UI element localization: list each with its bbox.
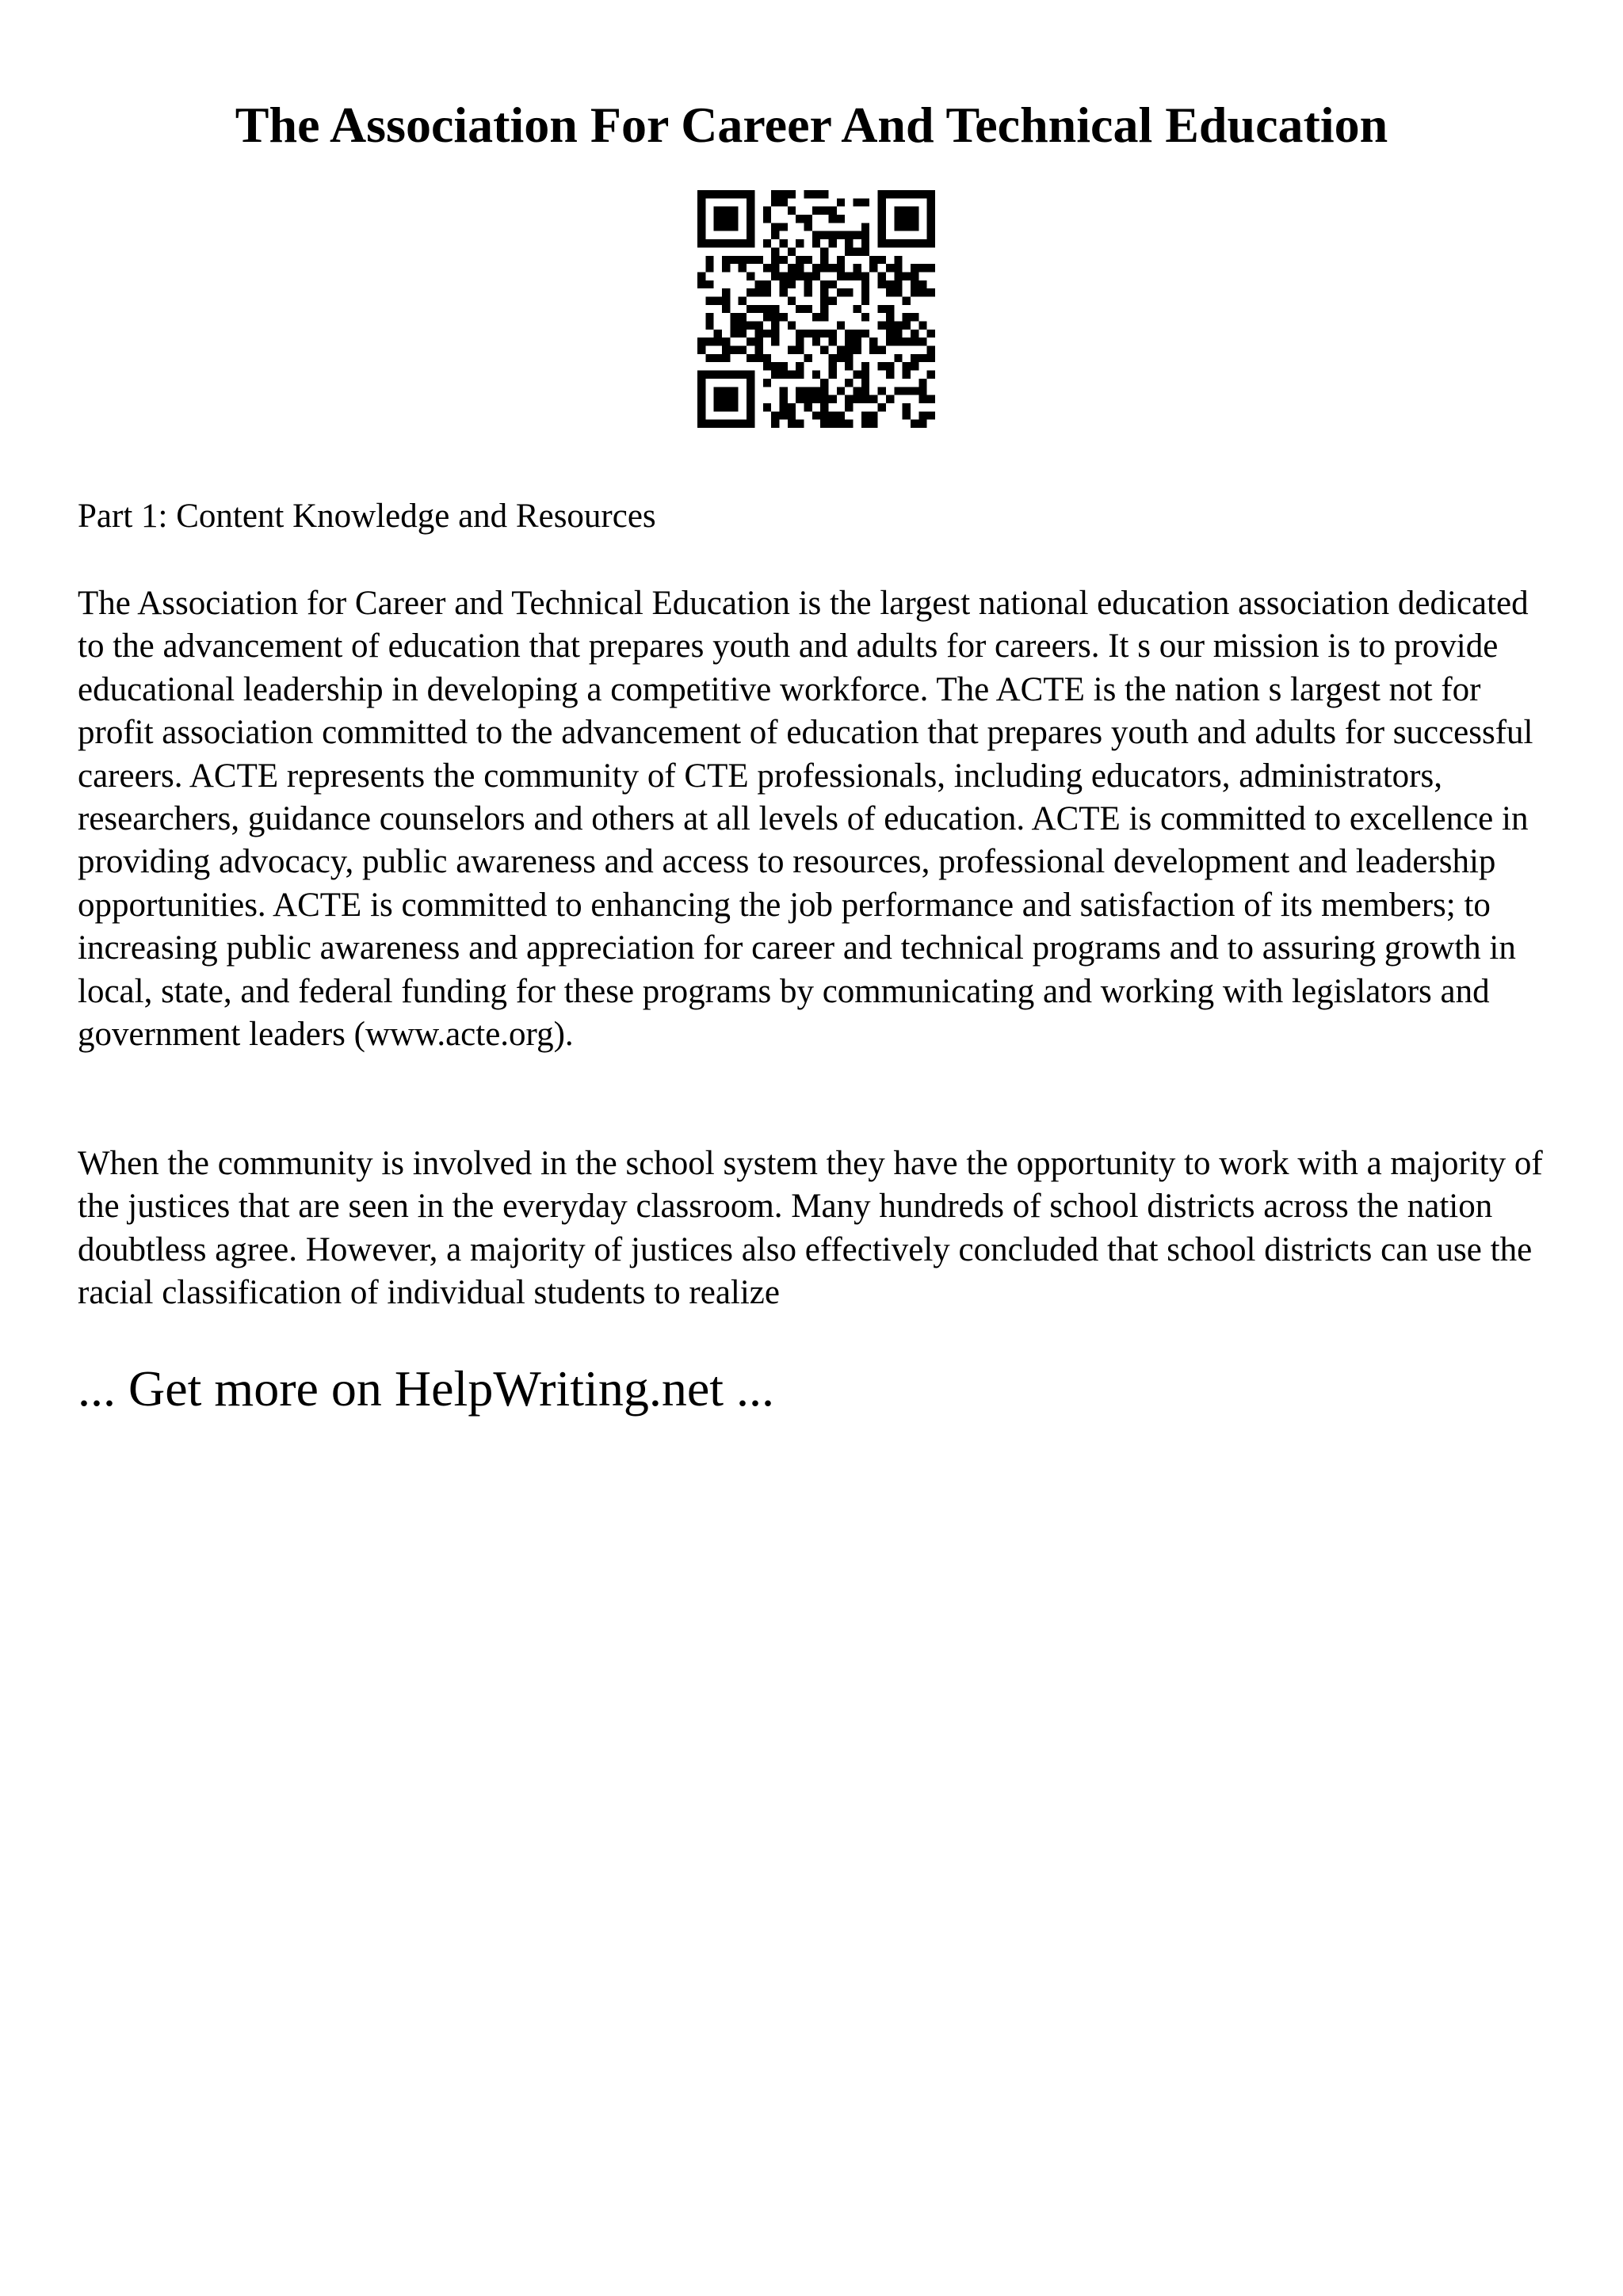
paragraph-community: When the community is involved in the school system they have the opportunity to work with a majority of the justices that are seen in the everyday classroom. Many hundreds of school districts across the nation doubtless agree. However, a majority of justices also effectively concluded that school districts can use the racial classification of individual students to realize <box>78 1145 1543 1312</box>
get-more-link[interactable]: ... Get more on HelpWriting.net ... <box>78 1360 774 1417</box>
section-heading: Part 1: Content Knowledge and Resources <box>78 498 656 535</box>
document-title: The Association For Career And Technical Education <box>235 97 1388 153</box>
paragraph-intro: The Association for Career and Technical Education is the largest national education association dedicated to the advancement of education that prepares youth and adults for careers. It s our mission is to provide educational leadership in developing a competitive workforce. The ACTE is the nation s largest not for profit association committed to the advancement of education that prepares youth and adults for successful careers. ACTE represents the community of CTE professionals, including educators, administrators, researchers, guidance counselors and others at all levels of education. ACTE is committed to excellence in providing advocacy, public awareness and access to resources, professional development and leadership opportunities. ACTE is committed to enhancing the job performance and satisfaction of its members; to increasing public awareness and appreciation for career and technical programs and to assuring growth in local, state, and federal funding for these programs by communicating and working with legislators and government leaders (www.acte.org). <box>78 585 1533 1054</box>
qr-code-icon <box>697 190 935 428</box>
